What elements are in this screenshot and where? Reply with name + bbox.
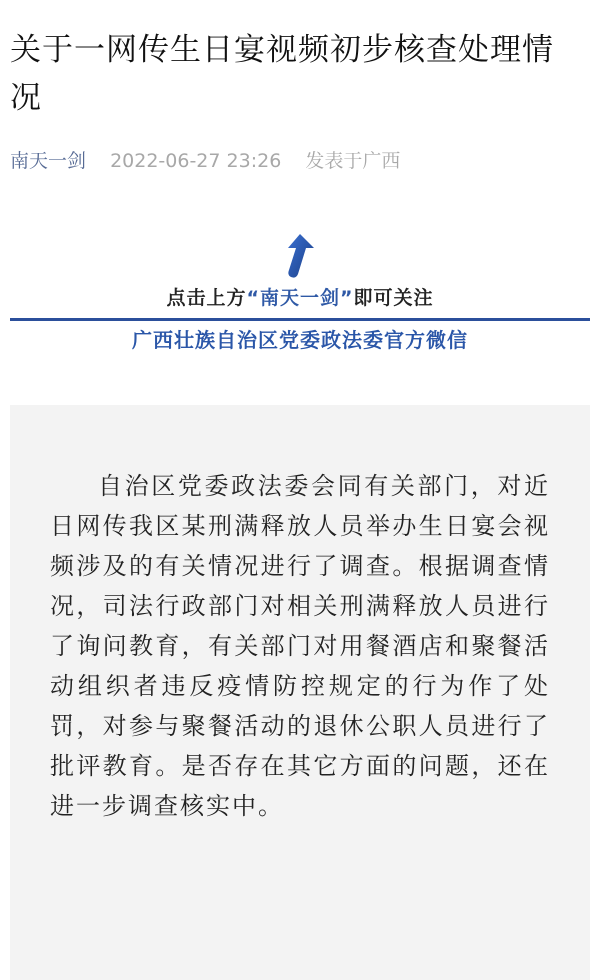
- follow-prompt: [0, 284, 600, 312]
- follow-brand[interactable]: “南天一剑”: [246, 287, 354, 309]
- pointing-up-arrow-icon: [276, 232, 324, 282]
- banner-divider: [10, 318, 590, 321]
- author-link[interactable]: 南天一剑: [10, 150, 87, 172]
- follow-suffix: 即可关注: [353, 287, 434, 309]
- publish-location: 发表于广西: [305, 150, 401, 172]
- article-title: 关于一网传生日宴视频初步核查处理情况: [10, 32, 554, 116]
- body-paragraph: 自治区党委政法委会同有关部门，对近日网传我区某刑满释放人员举办生日宴会视频涉及的有关情况进行了调查。根据调查情况，司法行政部门对相关刑满释放人员进行了询问教育，有关部门对用餐酒店和聚餐活动组织者违反疫情防控规定的行为作了处罚，对参与聚餐活动的退休公职人员进行了批评教育。是否存在其它方面的问题，还在进一步调查核实中。: [50, 472, 550, 820]
- follow-prefix: 点击上方: [166, 287, 247, 309]
- publish-datetime: 2022-06-27 23:26: [110, 150, 282, 172]
- official-account-label: 广西壮族自治区党委政法委官方微信: [132, 328, 468, 352]
- article-meta: [10, 146, 400, 176]
